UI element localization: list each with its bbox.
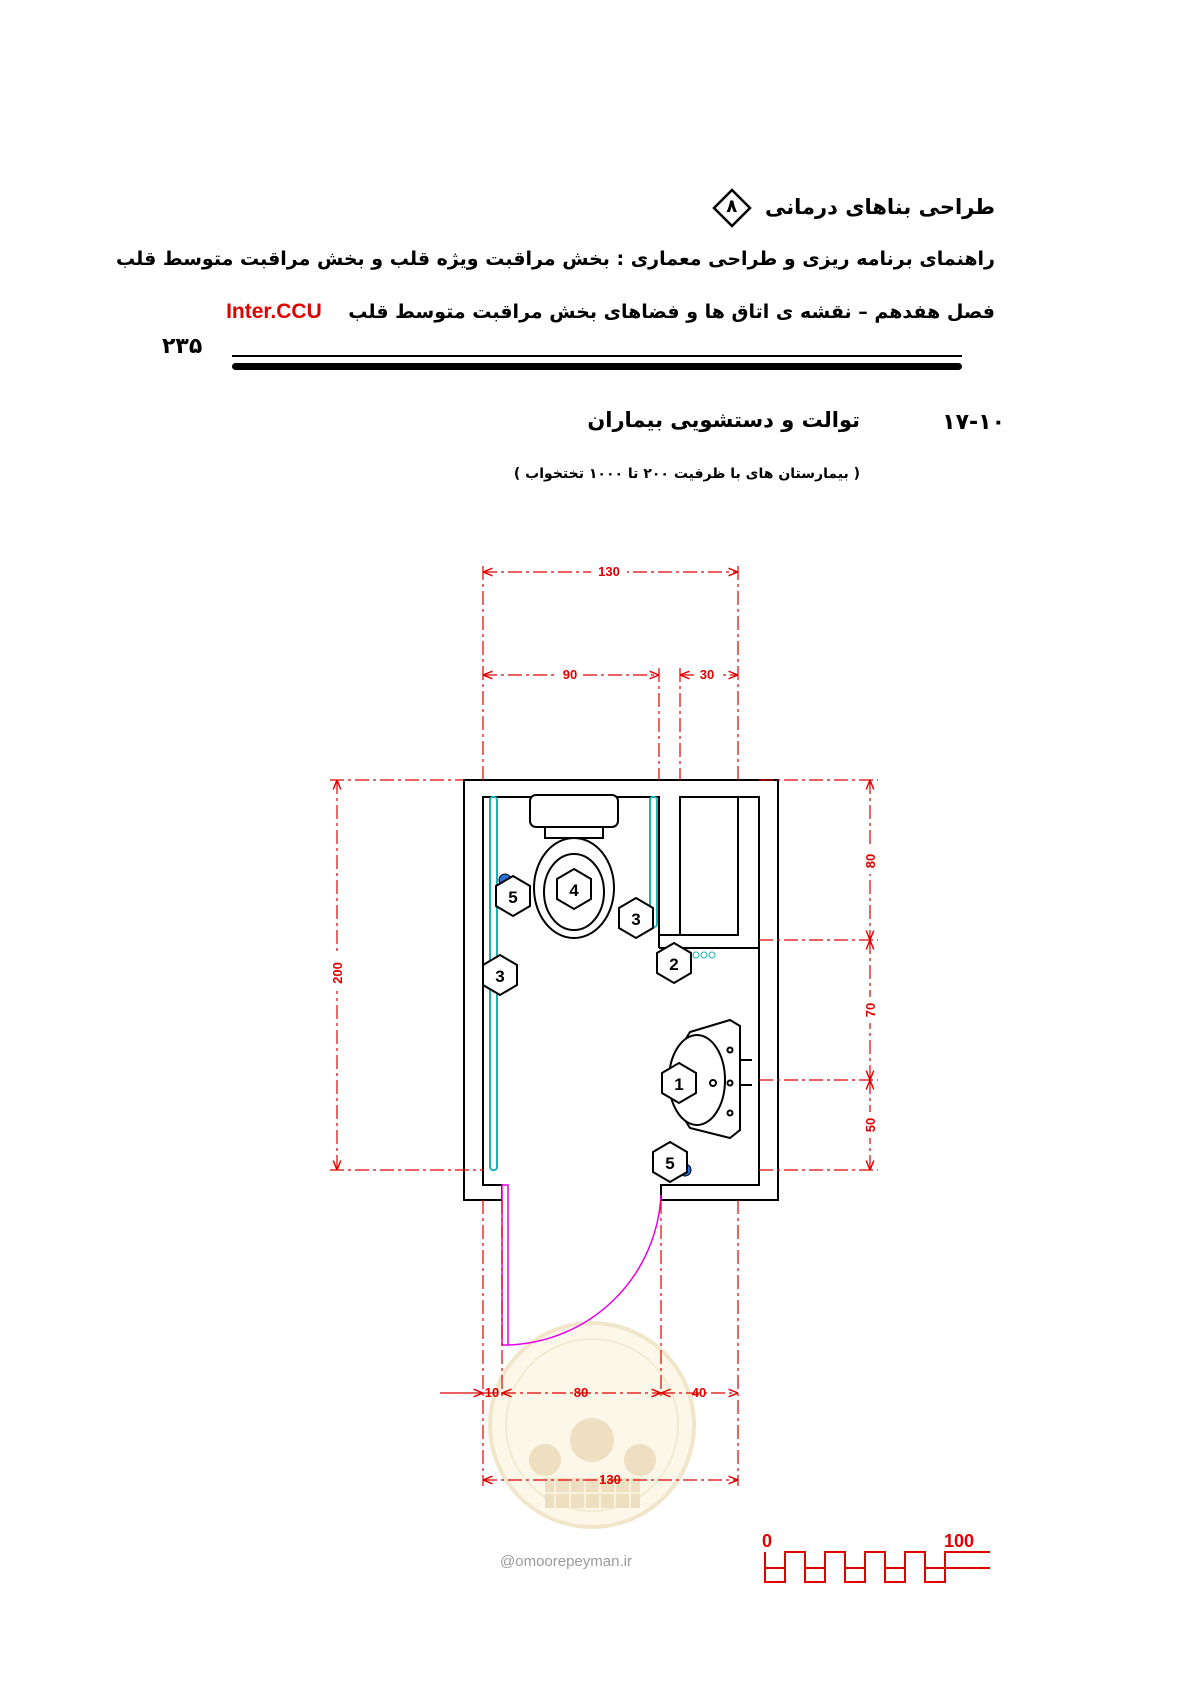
chapter-text: فصل هفدهم – نقشه ی اتاق ها و فضاهای بخش مراقبت متوسط قلب: [348, 301, 995, 323]
fixture-tag-sink: [662, 1063, 696, 1103]
book-title-text: طراحی بناهای درمانی: [765, 195, 995, 219]
book-number: ۸: [726, 196, 738, 217]
page-number: ۲۳۵: [162, 334, 203, 359]
dim-bottom-left: 10: [484, 1385, 500, 1400]
section-title: توالت و دستشویی بیماران: [587, 408, 860, 432]
dim-top-left: 90: [562, 667, 578, 682]
fixture-tag-floor-drain: [657, 943, 691, 983]
dim-right-middle: 70: [863, 1002, 878, 1018]
dim-bottom-right: 40: [691, 1385, 707, 1400]
dim-bottom-total: 130: [599, 1472, 621, 1487]
svg-text:5: 5: [665, 1154, 675, 1173]
scale-start: 0: [762, 1531, 773, 1551]
svg-text:2: 2: [669, 955, 679, 974]
fixture-tag-call-button-top: [496, 876, 530, 916]
dim-top-right: 30: [699, 667, 715, 682]
svg-text:4: 4: [569, 881, 579, 900]
chapter-code: Inter.CCU: [226, 300, 322, 323]
door: [502, 1185, 661, 1345]
section-number: ۱۷-۱۰: [942, 410, 1005, 435]
toilet: [530, 795, 618, 938]
svg-text:5: 5: [508, 888, 518, 907]
dim-left-height: 200: [330, 962, 345, 984]
book-subtitle: راهنمای برنامه ریزی و طراحی معماری : بخش مراقبت ویژه قلب و بخش مراقبت متوسط قلب: [115, 248, 995, 270]
scale-bar: [762, 1531, 990, 1582]
fixture-tag-grab-bar-right: [619, 898, 653, 938]
section-note: ( بیمارستان های با ظرفیت ۲۰۰ تا ۱۰۰۰ تختخواب ): [513, 466, 860, 482]
watermark-seal: [490, 1323, 694, 1527]
dim-right-bottom: 50: [863, 1117, 878, 1133]
fixture-tag-toilet: [557, 869, 591, 909]
svg-text:3: 3: [495, 967, 505, 986]
dim-top-total: 130: [598, 564, 620, 579]
fixture-tag-grab-bar-left: [483, 955, 517, 995]
watermark-text: @omoorepeyman.ir: [500, 1553, 632, 1570]
svg-text:1: 1: [674, 1075, 684, 1094]
dim-bottom-door: 80: [573, 1385, 589, 1400]
fixture-tag-call-button-bottom: [653, 1142, 687, 1182]
scale-end: 100: [944, 1531, 975, 1551]
svg-text:3: 3: [631, 910, 641, 929]
dim-right-top: 80: [863, 853, 878, 869]
